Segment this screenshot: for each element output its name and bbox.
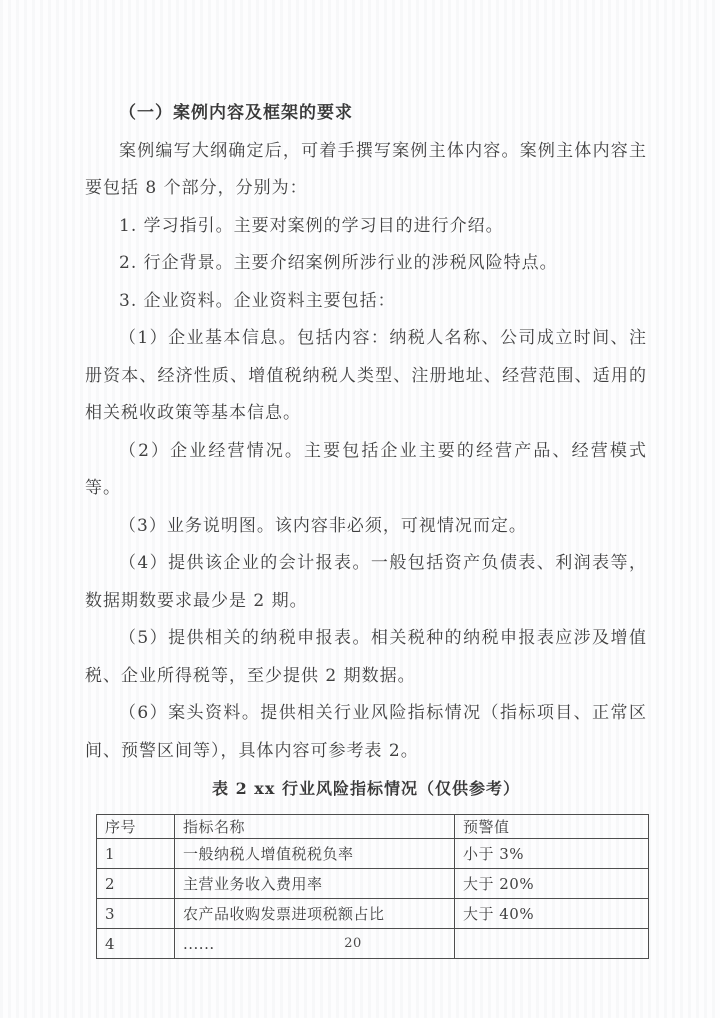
cell-seq: 3 (97, 899, 175, 929)
sub-item-3: （3）业务说明图。该内容非必须，可视情况而定。 (119, 515, 527, 536)
sub-item-1: （1）企业基本信息。包括内容：纳税人名称、公司成立时间、注册资本、经济性质、增值税纳税人类型、注册地址、经营范围、适用的相关税收政策等基本信息。 (85, 328, 647, 423)
table-row (97, 869, 649, 899)
page-number: 20 (344, 936, 362, 951)
cell-indicator: ...... (175, 929, 455, 959)
column-header-seq: 序号 (97, 815, 175, 839)
table-caption: 表 2 xx 行业风险指标情况（仅供参考） (212, 779, 520, 798)
table-header-row (97, 815, 649, 839)
cell-indicator: 一般纳税人增值税税负率 (175, 839, 455, 869)
cell-indicator: 主营业务收入费用率 (175, 869, 455, 899)
sub-item-6: （6）案头资料。提供相关行业风险指标情况（指标项目、正常区间、预警区间等），具体内容可参考表 2。 (85, 703, 647, 761)
document-body (85, 95, 647, 959)
table-row (97, 839, 649, 869)
table-row (97, 899, 649, 929)
column-header-indicator: 指标名称 (175, 815, 455, 839)
cell-seq: 2 (97, 869, 175, 899)
sub-item-4: （4）提供该企业的会计报表。一般包括资产负债表、利润表等，数据期数要求最少是 2 期。 (85, 553, 647, 611)
list-item-1: 1. 学习指引。主要对案例的学习目的进行介绍。 (119, 215, 504, 236)
column-header-warning: 预警值 (455, 815, 649, 839)
cell-warning: 小于 3% (455, 839, 649, 869)
paragraph-intro: 案例编写大纲确定后，可着手撰写案例主体内容。案例主体内容主要包括 8 个部分，分别为： (85, 140, 647, 198)
cell-warning: 大于 20% (455, 869, 649, 899)
cell-seq: 1 (97, 839, 175, 869)
cell-seq: 4 (97, 929, 175, 959)
list-item-3: 3. 企业资料。企业资料主要包括： (119, 290, 396, 311)
list-item-2: 2. 行企背景。主要介绍案例所涉行业的涉税风险特点。 (119, 253, 558, 273)
cell-indicator: 农产品收购发票进项税额占比 (175, 899, 455, 929)
sub-item-5: （5）提供相关的纳税申报表。相关税种的纳税申报表应涉及增值税、企业所得税等，至少提供 2 期数据。 (85, 628, 647, 686)
section-heading: （一）案例内容及框架的要求 (119, 103, 353, 123)
cell-warning: 大于 40% (455, 899, 649, 929)
sub-item-2: （2）企业经营情况。主要包括企业主要的经营产品、经营模式等。 (85, 440, 647, 498)
